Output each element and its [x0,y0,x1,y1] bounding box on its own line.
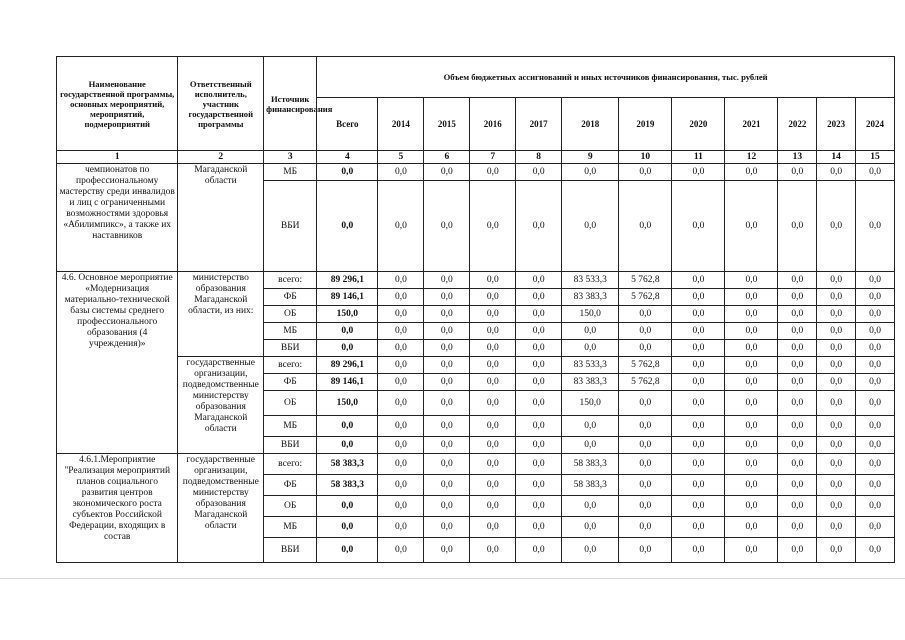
value-cell: 0,0 [856,416,895,437]
value-cell: 0,0 [672,454,725,475]
value-cell: 0,0 [516,517,562,538]
value-cell: 0,0 [778,475,817,496]
value-cell: 0,0 [817,164,856,181]
column-number: 1 [57,151,178,164]
header-total: Всего [317,98,378,151]
value-cell: 0,0 [562,416,619,437]
value-cell: 0,0 [817,272,856,289]
total-cell: 89 146,1 [317,289,378,306]
value-cell: 0,0 [778,357,817,374]
column-number: 2 [178,151,264,164]
value-cell: 0,0 [378,164,424,181]
value-cell: 0,0 [562,323,619,340]
value-cell: 0,0 [817,437,856,454]
value-cell: 0,0 [672,306,725,323]
value-cell: 5 762,8 [619,374,672,391]
table-row [57,357,895,374]
value-cell: 0,0 [378,391,424,416]
total-cell: 0,0 [317,164,378,181]
value-cell: 0,0 [725,437,778,454]
value-cell: 0,0 [378,289,424,306]
value-cell: 0,0 [778,517,817,538]
executor-name: министерство образования Магаданской области, из них: [178,272,264,357]
value-cell: 0,0 [619,475,672,496]
column-number: 11 [672,151,725,164]
value-cell: 0,0 [817,517,856,538]
executor-name: государственные организации, подведомственные министерству образования Магаданской области [178,357,264,454]
column-number: 8 [516,151,562,164]
value-cell: 0,0 [725,357,778,374]
value-cell: 0,0 [672,538,725,563]
value-cell: 0,0 [672,181,725,272]
value-cell: 0,0 [856,272,895,289]
value-cell: 0,0 [378,538,424,563]
value-cell: 0,0 [817,538,856,563]
source-cell: всего: [264,357,317,374]
value-cell: 0,0 [378,272,424,289]
value-cell: 0,0 [817,391,856,416]
value-cell: 0,0 [424,272,470,289]
value-cell: 0,0 [725,289,778,306]
value-cell: 0,0 [470,164,516,181]
value-cell: 0,0 [725,391,778,416]
value-cell: 0,0 [470,538,516,563]
value-cell: 83 383,3 [562,289,619,306]
value-cell: 0,0 [619,306,672,323]
value-cell: 0,0 [725,517,778,538]
value-cell: 0,0 [619,517,672,538]
source-cell: ФБ [264,374,317,391]
value-cell: 0,0 [817,475,856,496]
column-number: 9 [562,151,619,164]
value-cell: 0,0 [516,391,562,416]
source-cell: ФБ [264,475,317,496]
value-cell: 0,0 [817,416,856,437]
value-cell: 0,0 [778,306,817,323]
value-cell: 0,0 [424,391,470,416]
source-cell: всего: [264,272,317,289]
column-number: 12 [725,151,778,164]
activity-name: чемпионатов по профессиональному мастерству среди инвалидов и лиц с ограниченными возможностями здоровья «Абилимпикс», а также их наставников [57,164,178,272]
value-cell: 0,0 [672,496,725,517]
value-cell: 0,0 [672,416,725,437]
value-cell: 0,0 [856,437,895,454]
column-number: 5 [378,151,424,164]
value-cell: 0,0 [778,181,817,272]
value-cell: 0,0 [725,416,778,437]
total-cell: 89 296,1 [317,272,378,289]
value-cell: 0,0 [672,475,725,496]
value-cell: 0,0 [725,496,778,517]
value-cell: 83 533,3 [562,272,619,289]
value-cell: 0,0 [778,323,817,340]
header-year: 2024 [856,98,895,151]
source-cell: ОБ [264,306,317,323]
value-cell: 0,0 [672,323,725,340]
value-cell: 0,0 [378,416,424,437]
value-cell: 0,0 [725,374,778,391]
total-cell: 0,0 [317,181,378,272]
value-cell: 0,0 [672,289,725,306]
total-cell: 89 146,1 [317,374,378,391]
source-cell: МБ [264,323,317,340]
column-number: 14 [817,151,856,164]
value-cell: 0,0 [725,272,778,289]
value-cell: 150,0 [562,306,619,323]
activity-name: 4.6.1.Мероприятие "Реализация мероприятий планов социального развития центров экономического роста субъектов Российской Федерации, входящих в состав [57,454,178,563]
value-cell: 0,0 [672,357,725,374]
value-cell: 0,0 [672,437,725,454]
value-cell: 0,0 [817,357,856,374]
value-cell: 0,0 [424,340,470,357]
total-cell: 0,0 [317,517,378,538]
column-number: 10 [619,151,672,164]
source-cell: ФБ [264,289,317,306]
value-cell: 0,0 [619,496,672,517]
executor-name: Магаданской области [178,164,264,272]
value-cell: 0,0 [817,496,856,517]
value-cell: 0,0 [424,475,470,496]
value-cell: 0,0 [424,517,470,538]
value-cell: 0,0 [778,496,817,517]
value-cell: 0,0 [424,357,470,374]
value-cell: 0,0 [725,340,778,357]
value-cell: 0,0 [562,496,619,517]
value-cell: 0,0 [470,416,516,437]
value-cell: 0,0 [856,475,895,496]
value-cell: 0,0 [817,289,856,306]
value-cell: 0,0 [817,181,856,272]
value-cell: 0,0 [470,374,516,391]
value-cell: 0,0 [516,272,562,289]
value-cell: 0,0 [424,437,470,454]
total-cell: 58 383,3 [317,475,378,496]
value-cell: 0,0 [725,164,778,181]
value-cell: 150,0 [562,391,619,416]
column-number: 13 [778,151,817,164]
value-cell: 0,0 [470,323,516,340]
total-cell: 150,0 [317,391,378,416]
header-year: 2018 [562,98,619,151]
value-cell: 0,0 [562,437,619,454]
value-cell: 0,0 [725,538,778,563]
value-cell: 0,0 [725,454,778,475]
value-cell: 0,0 [619,437,672,454]
value-cell: 0,0 [516,357,562,374]
value-cell: 0,0 [856,340,895,357]
value-cell: 0,0 [672,391,725,416]
value-cell: 0,0 [516,454,562,475]
value-cell: 0,0 [516,164,562,181]
value-cell: 0,0 [778,164,817,181]
executor-name: государственные организации, подведомственные министерству образования Магаданской области [178,454,264,563]
value-cell: 0,0 [516,374,562,391]
value-cell: 83 533,3 [562,357,619,374]
value-cell: 0,0 [378,517,424,538]
value-cell: 0,0 [516,323,562,340]
value-cell: 0,0 [619,454,672,475]
value-cell: 0,0 [470,496,516,517]
value-cell: 0,0 [470,289,516,306]
value-cell: 0,0 [778,272,817,289]
value-cell: 58 383,3 [562,475,619,496]
value-cell: 0,0 [778,374,817,391]
total-cell: 58 383,3 [317,454,378,475]
table-row [57,454,895,475]
source-cell: МБ [264,517,317,538]
value-cell: 0,0 [817,340,856,357]
value-cell: 0,0 [856,538,895,563]
value-cell: 0,0 [778,416,817,437]
value-cell: 0,0 [562,164,619,181]
value-cell: 5 762,8 [619,357,672,374]
column-number-row [57,151,895,164]
value-cell: 0,0 [470,306,516,323]
value-cell: 0,0 [516,538,562,563]
value-cell: 0,0 [619,416,672,437]
activity-name: 4.6. Основное мероприятие «Модернизация материально-технической базы системы среднего профессионального образования (4 учреждения)» [57,272,178,454]
value-cell: 0,0 [619,391,672,416]
value-cell: 0,0 [470,340,516,357]
value-cell: 0,0 [725,306,778,323]
value-cell: 0,0 [778,391,817,416]
value-cell: 0,0 [470,391,516,416]
value-cell: 83 383,3 [562,374,619,391]
value-cell: 0,0 [725,323,778,340]
value-cell: 0,0 [817,306,856,323]
value-cell: 0,0 [562,538,619,563]
header-finance: Объем бюджетных ассигнований и иных источников финансирования, тыс. рублей [317,57,895,98]
value-cell: 0,0 [378,454,424,475]
source-cell: ОБ [264,496,317,517]
value-cell: 0,0 [856,164,895,181]
header-col-executor: Ответственный исполнитель, участник государственной программы [178,57,264,151]
header-col-name: Наименование государственной программы, основных мероприятий, мероприятий, подмероприятий [57,57,178,151]
value-cell: 0,0 [856,454,895,475]
value-cell: 0,0 [672,272,725,289]
value-cell: 5 762,8 [619,272,672,289]
value-cell: 0,0 [672,517,725,538]
value-cell: 0,0 [619,323,672,340]
column-number: 7 [470,151,516,164]
value-cell: 0,0 [856,496,895,517]
value-cell: 0,0 [778,437,817,454]
value-cell: 0,0 [619,181,672,272]
value-cell: 0,0 [424,374,470,391]
total-cell: 0,0 [317,416,378,437]
value-cell: 58 383,3 [562,454,619,475]
source-cell: ВБИ [264,538,317,563]
value-cell: 0,0 [672,374,725,391]
value-cell: 0,0 [856,289,895,306]
total-cell: 0,0 [317,437,378,454]
value-cell: 0,0 [470,517,516,538]
value-cell: 0,0 [725,475,778,496]
value-cell: 0,0 [619,538,672,563]
value-cell: 0,0 [856,181,895,272]
header-year: 2015 [424,98,470,151]
value-cell: 0,0 [856,374,895,391]
budget-table [56,56,895,563]
value-cell: 0,0 [778,454,817,475]
source-cell: ВБИ [264,437,317,454]
value-cell: 0,0 [470,357,516,374]
value-cell: 0,0 [378,496,424,517]
value-cell: 0,0 [424,306,470,323]
total-cell: 89 296,1 [317,357,378,374]
table-row [57,272,895,289]
header-year: 2023 [817,98,856,151]
header-year: 2022 [778,98,817,151]
value-cell: 0,0 [778,538,817,563]
column-number: 15 [856,151,895,164]
total-cell: 0,0 [317,538,378,563]
value-cell: 0,0 [424,416,470,437]
value-cell: 0,0 [424,181,470,272]
value-cell: 0,0 [378,437,424,454]
source-cell: всего: [264,454,317,475]
value-cell: 0,0 [470,454,516,475]
value-cell: 0,0 [378,340,424,357]
value-cell: 0,0 [817,323,856,340]
value-cell: 0,0 [424,496,470,517]
value-cell: 0,0 [562,517,619,538]
source-cell: ОБ [264,391,317,416]
total-cell: 0,0 [317,340,378,357]
value-cell: 0,0 [424,454,470,475]
value-cell: 0,0 [817,374,856,391]
value-cell: 0,0 [378,181,424,272]
value-cell: 0,0 [470,272,516,289]
source-cell: ВБИ [264,181,317,272]
value-cell: 0,0 [817,454,856,475]
header-col-source: Источник финансирования [264,57,317,151]
total-cell: 0,0 [317,323,378,340]
value-cell: 0,0 [562,340,619,357]
value-cell: 0,0 [562,181,619,272]
value-cell: 0,0 [470,437,516,454]
header-year: 2019 [619,98,672,151]
value-cell: 0,0 [856,306,895,323]
source-cell: МБ [264,164,317,181]
value-cell: 0,0 [424,164,470,181]
value-cell: 0,0 [516,181,562,272]
value-cell: 0,0 [424,289,470,306]
value-cell: 0,0 [516,437,562,454]
value-cell: 0,0 [516,496,562,517]
total-cell: 0,0 [317,496,378,517]
value-cell: 0,0 [378,323,424,340]
column-number: 3 [264,151,317,164]
value-cell: 0,0 [856,517,895,538]
header-year: 2016 [470,98,516,151]
header-year: 2021 [725,98,778,151]
value-cell: 0,0 [516,289,562,306]
value-cell: 0,0 [856,357,895,374]
value-cell: 0,0 [378,357,424,374]
page-edge [0,578,905,579]
table-row [57,164,895,181]
header-year: 2014 [378,98,424,151]
value-cell: 0,0 [619,340,672,357]
header-year: 2017 [516,98,562,151]
value-cell: 0,0 [378,306,424,323]
value-cell: 0,0 [378,374,424,391]
source-cell: МБ [264,416,317,437]
total-cell: 150,0 [317,306,378,323]
value-cell: 0,0 [672,164,725,181]
value-cell: 0,0 [778,289,817,306]
value-cell: 0,0 [378,475,424,496]
value-cell: 0,0 [516,475,562,496]
value-cell: 0,0 [619,164,672,181]
value-cell: 0,0 [424,538,470,563]
value-cell: 0,0 [672,340,725,357]
value-cell: 0,0 [778,340,817,357]
value-cell: 0,0 [516,306,562,323]
value-cell: 0,0 [516,340,562,357]
value-cell: 5 762,8 [619,289,672,306]
value-cell: 0,0 [516,416,562,437]
value-cell: 0,0 [856,323,895,340]
value-cell: 0,0 [856,391,895,416]
header-year: 2020 [672,98,725,151]
value-cell: 0,0 [470,181,516,272]
column-number: 6 [424,151,470,164]
value-cell: 0,0 [725,181,778,272]
column-number: 4 [317,151,378,164]
source-cell: ВБИ [264,340,317,357]
value-cell: 0,0 [424,323,470,340]
value-cell: 0,0 [470,475,516,496]
